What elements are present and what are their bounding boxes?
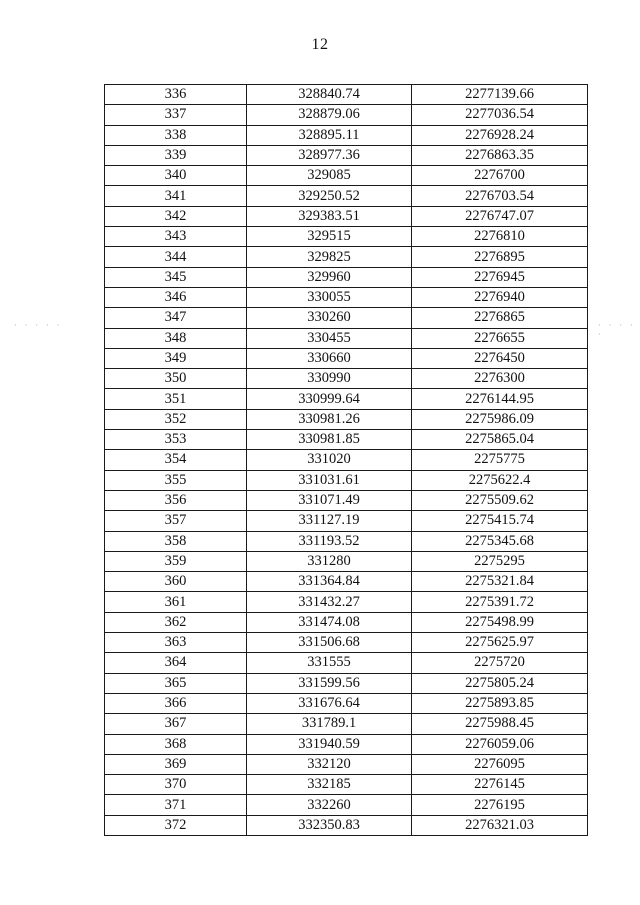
point-number-cell: 349 xyxy=(105,348,247,368)
point-number-cell: 353 xyxy=(105,430,247,450)
table-row xyxy=(105,105,588,125)
table-row xyxy=(105,470,588,490)
x-coordinate-cell: 331506.68 xyxy=(247,633,412,653)
y-coordinate-cell: 2275775 xyxy=(412,450,588,470)
table-row xyxy=(105,227,588,247)
table-row xyxy=(105,511,588,531)
point-number-cell: 364 xyxy=(105,653,247,673)
table-row xyxy=(105,206,588,226)
x-coordinate-cell: 328977.36 xyxy=(247,145,412,165)
y-coordinate-cell: 2275509.62 xyxy=(412,490,588,510)
point-number-cell: 366 xyxy=(105,693,247,713)
point-number-cell: 338 xyxy=(105,125,247,145)
y-coordinate-cell: 2275295 xyxy=(412,551,588,571)
table-row xyxy=(105,815,588,835)
scan-artifact-right: · · · · · xyxy=(598,321,636,339)
y-coordinate-cell: 2277139.66 xyxy=(412,85,588,105)
x-coordinate-cell: 331599.56 xyxy=(247,673,412,693)
point-number-cell: 363 xyxy=(105,633,247,653)
x-coordinate-cell: 331789.1 xyxy=(247,714,412,734)
table-row xyxy=(105,308,588,328)
table-row xyxy=(105,85,588,105)
x-coordinate-cell: 331280 xyxy=(247,551,412,571)
y-coordinate-cell: 2275345.68 xyxy=(412,531,588,551)
point-number-cell: 358 xyxy=(105,531,247,551)
table-row xyxy=(105,369,588,389)
point-number-cell: 350 xyxy=(105,369,247,389)
x-coordinate-cell: 328879.06 xyxy=(247,105,412,125)
point-number-cell: 351 xyxy=(105,389,247,409)
y-coordinate-cell: 2276810 xyxy=(412,227,588,247)
table-row xyxy=(105,348,588,368)
x-coordinate-cell: 332260 xyxy=(247,795,412,815)
table-row xyxy=(105,145,588,165)
x-coordinate-cell: 331432.27 xyxy=(247,592,412,612)
point-number-cell: 337 xyxy=(105,105,247,125)
x-coordinate-cell: 331020 xyxy=(247,450,412,470)
y-coordinate-cell: 2275893.85 xyxy=(412,693,588,713)
y-coordinate-cell: 2276450 xyxy=(412,348,588,368)
x-coordinate-cell: 329383.51 xyxy=(247,206,412,226)
y-coordinate-cell: 2275988.45 xyxy=(412,714,588,734)
y-coordinate-cell: 2276144.95 xyxy=(412,389,588,409)
point-number-cell: 360 xyxy=(105,572,247,592)
point-number-cell: 342 xyxy=(105,206,247,226)
point-number-cell: 359 xyxy=(105,551,247,571)
y-coordinate-cell: 2276145 xyxy=(412,775,588,795)
table-row xyxy=(105,754,588,774)
coordinates-table-body xyxy=(105,85,588,836)
x-coordinate-cell: 331031.61 xyxy=(247,470,412,490)
x-coordinate-cell: 331193.52 xyxy=(247,531,412,551)
table-row xyxy=(105,633,588,653)
table-row xyxy=(105,531,588,551)
y-coordinate-cell: 2277036.54 xyxy=(412,105,588,125)
x-coordinate-cell: 331555 xyxy=(247,653,412,673)
x-coordinate-cell: 331676.64 xyxy=(247,693,412,713)
point-number-cell: 357 xyxy=(105,511,247,531)
table-row xyxy=(105,775,588,795)
table-row xyxy=(105,714,588,734)
x-coordinate-cell: 329825 xyxy=(247,247,412,267)
y-coordinate-cell: 2275625.97 xyxy=(412,633,588,653)
y-coordinate-cell: 2276928.24 xyxy=(412,125,588,145)
y-coordinate-cell: 2275986.09 xyxy=(412,409,588,429)
y-coordinate-cell: 2275498.99 xyxy=(412,612,588,632)
table-row xyxy=(105,166,588,186)
x-coordinate-cell: 330981.85 xyxy=(247,430,412,450)
x-coordinate-cell: 332350.83 xyxy=(247,815,412,835)
x-coordinate-cell: 331127.19 xyxy=(247,511,412,531)
point-number-cell: 336 xyxy=(105,85,247,105)
y-coordinate-cell: 2275720 xyxy=(412,653,588,673)
y-coordinate-cell: 2276195 xyxy=(412,795,588,815)
y-coordinate-cell: 2276703.54 xyxy=(412,186,588,206)
x-coordinate-cell: 329960 xyxy=(247,267,412,287)
y-coordinate-cell: 2276945 xyxy=(412,267,588,287)
table-row xyxy=(105,450,588,470)
table-row xyxy=(105,389,588,409)
y-coordinate-cell: 2275415.74 xyxy=(412,511,588,531)
table-row xyxy=(105,693,588,713)
point-number-cell: 369 xyxy=(105,754,247,774)
scan-artifact-left: · · · · · xyxy=(14,321,63,330)
x-coordinate-cell: 330260 xyxy=(247,308,412,328)
x-coordinate-cell: 330999.64 xyxy=(247,389,412,409)
table-row xyxy=(105,612,588,632)
x-coordinate-cell: 328895.11 xyxy=(247,125,412,145)
table-row xyxy=(105,247,588,267)
y-coordinate-cell: 2276940 xyxy=(412,287,588,307)
point-number-cell: 347 xyxy=(105,308,247,328)
x-coordinate-cell: 331364.84 xyxy=(247,572,412,592)
x-coordinate-cell: 331071.49 xyxy=(247,490,412,510)
point-number-cell: 343 xyxy=(105,227,247,247)
x-coordinate-cell: 329085 xyxy=(247,166,412,186)
y-coordinate-cell: 2276700 xyxy=(412,166,588,186)
point-number-cell: 344 xyxy=(105,247,247,267)
x-coordinate-cell: 329515 xyxy=(247,227,412,247)
x-coordinate-cell: 332120 xyxy=(247,754,412,774)
point-number-cell: 361 xyxy=(105,592,247,612)
table-row xyxy=(105,287,588,307)
page-number: 12 xyxy=(311,36,329,53)
table-row xyxy=(105,328,588,348)
y-coordinate-cell: 2276747.07 xyxy=(412,206,588,226)
table-row xyxy=(105,592,588,612)
table-row xyxy=(105,186,588,206)
point-number-cell: 340 xyxy=(105,166,247,186)
y-coordinate-cell: 2276895 xyxy=(412,247,588,267)
x-coordinate-cell: 330990 xyxy=(247,369,412,389)
point-number-cell: 365 xyxy=(105,673,247,693)
x-coordinate-cell: 331940.59 xyxy=(247,734,412,754)
y-coordinate-cell: 2276321.03 xyxy=(412,815,588,835)
point-number-cell: 354 xyxy=(105,450,247,470)
x-coordinate-cell: 328840.74 xyxy=(247,85,412,105)
y-coordinate-cell: 2276095 xyxy=(412,754,588,774)
table-row xyxy=(105,653,588,673)
y-coordinate-cell: 2275321.84 xyxy=(412,572,588,592)
table-row xyxy=(105,125,588,145)
y-coordinate-cell: 2275391.72 xyxy=(412,592,588,612)
point-number-cell: 341 xyxy=(105,186,247,206)
x-coordinate-cell: 330055 xyxy=(247,287,412,307)
x-coordinate-cell: 329250.52 xyxy=(247,186,412,206)
x-coordinate-cell: 331474.08 xyxy=(247,612,412,632)
table-row xyxy=(105,572,588,592)
y-coordinate-cell: 2276865 xyxy=(412,308,588,328)
x-coordinate-cell: 330455 xyxy=(247,328,412,348)
point-number-cell: 356 xyxy=(105,490,247,510)
y-coordinate-cell: 2276655 xyxy=(412,328,588,348)
y-coordinate-cell: 2276863.35 xyxy=(412,145,588,165)
table-row xyxy=(105,795,588,815)
table-row xyxy=(105,267,588,287)
point-number-cell: 367 xyxy=(105,714,247,734)
coordinates-table xyxy=(104,84,588,836)
y-coordinate-cell: 2275805.24 xyxy=(412,673,588,693)
y-coordinate-cell: 2276059.06 xyxy=(412,734,588,754)
y-coordinate-cell: 2275622.4 xyxy=(412,470,588,490)
point-number-cell: 368 xyxy=(105,734,247,754)
table-row xyxy=(105,551,588,571)
point-number-cell: 339 xyxy=(105,145,247,165)
table-row xyxy=(105,430,588,450)
point-number-cell: 355 xyxy=(105,470,247,490)
y-coordinate-cell: 2276300 xyxy=(412,369,588,389)
point-number-cell: 352 xyxy=(105,409,247,429)
y-coordinate-cell: 2275865.04 xyxy=(412,430,588,450)
x-coordinate-cell: 330981.26 xyxy=(247,409,412,429)
table-row xyxy=(105,734,588,754)
table-row xyxy=(105,490,588,510)
table-row xyxy=(105,409,588,429)
x-coordinate-cell: 330660 xyxy=(247,348,412,368)
point-number-cell: 345 xyxy=(105,267,247,287)
point-number-cell: 371 xyxy=(105,795,247,815)
point-number-cell: 372 xyxy=(105,815,247,835)
point-number-cell: 348 xyxy=(105,328,247,348)
table-row xyxy=(105,673,588,693)
point-number-cell: 346 xyxy=(105,287,247,307)
x-coordinate-cell: 332185 xyxy=(247,775,412,795)
point-number-cell: 362 xyxy=(105,612,247,632)
point-number-cell: 370 xyxy=(105,775,247,795)
